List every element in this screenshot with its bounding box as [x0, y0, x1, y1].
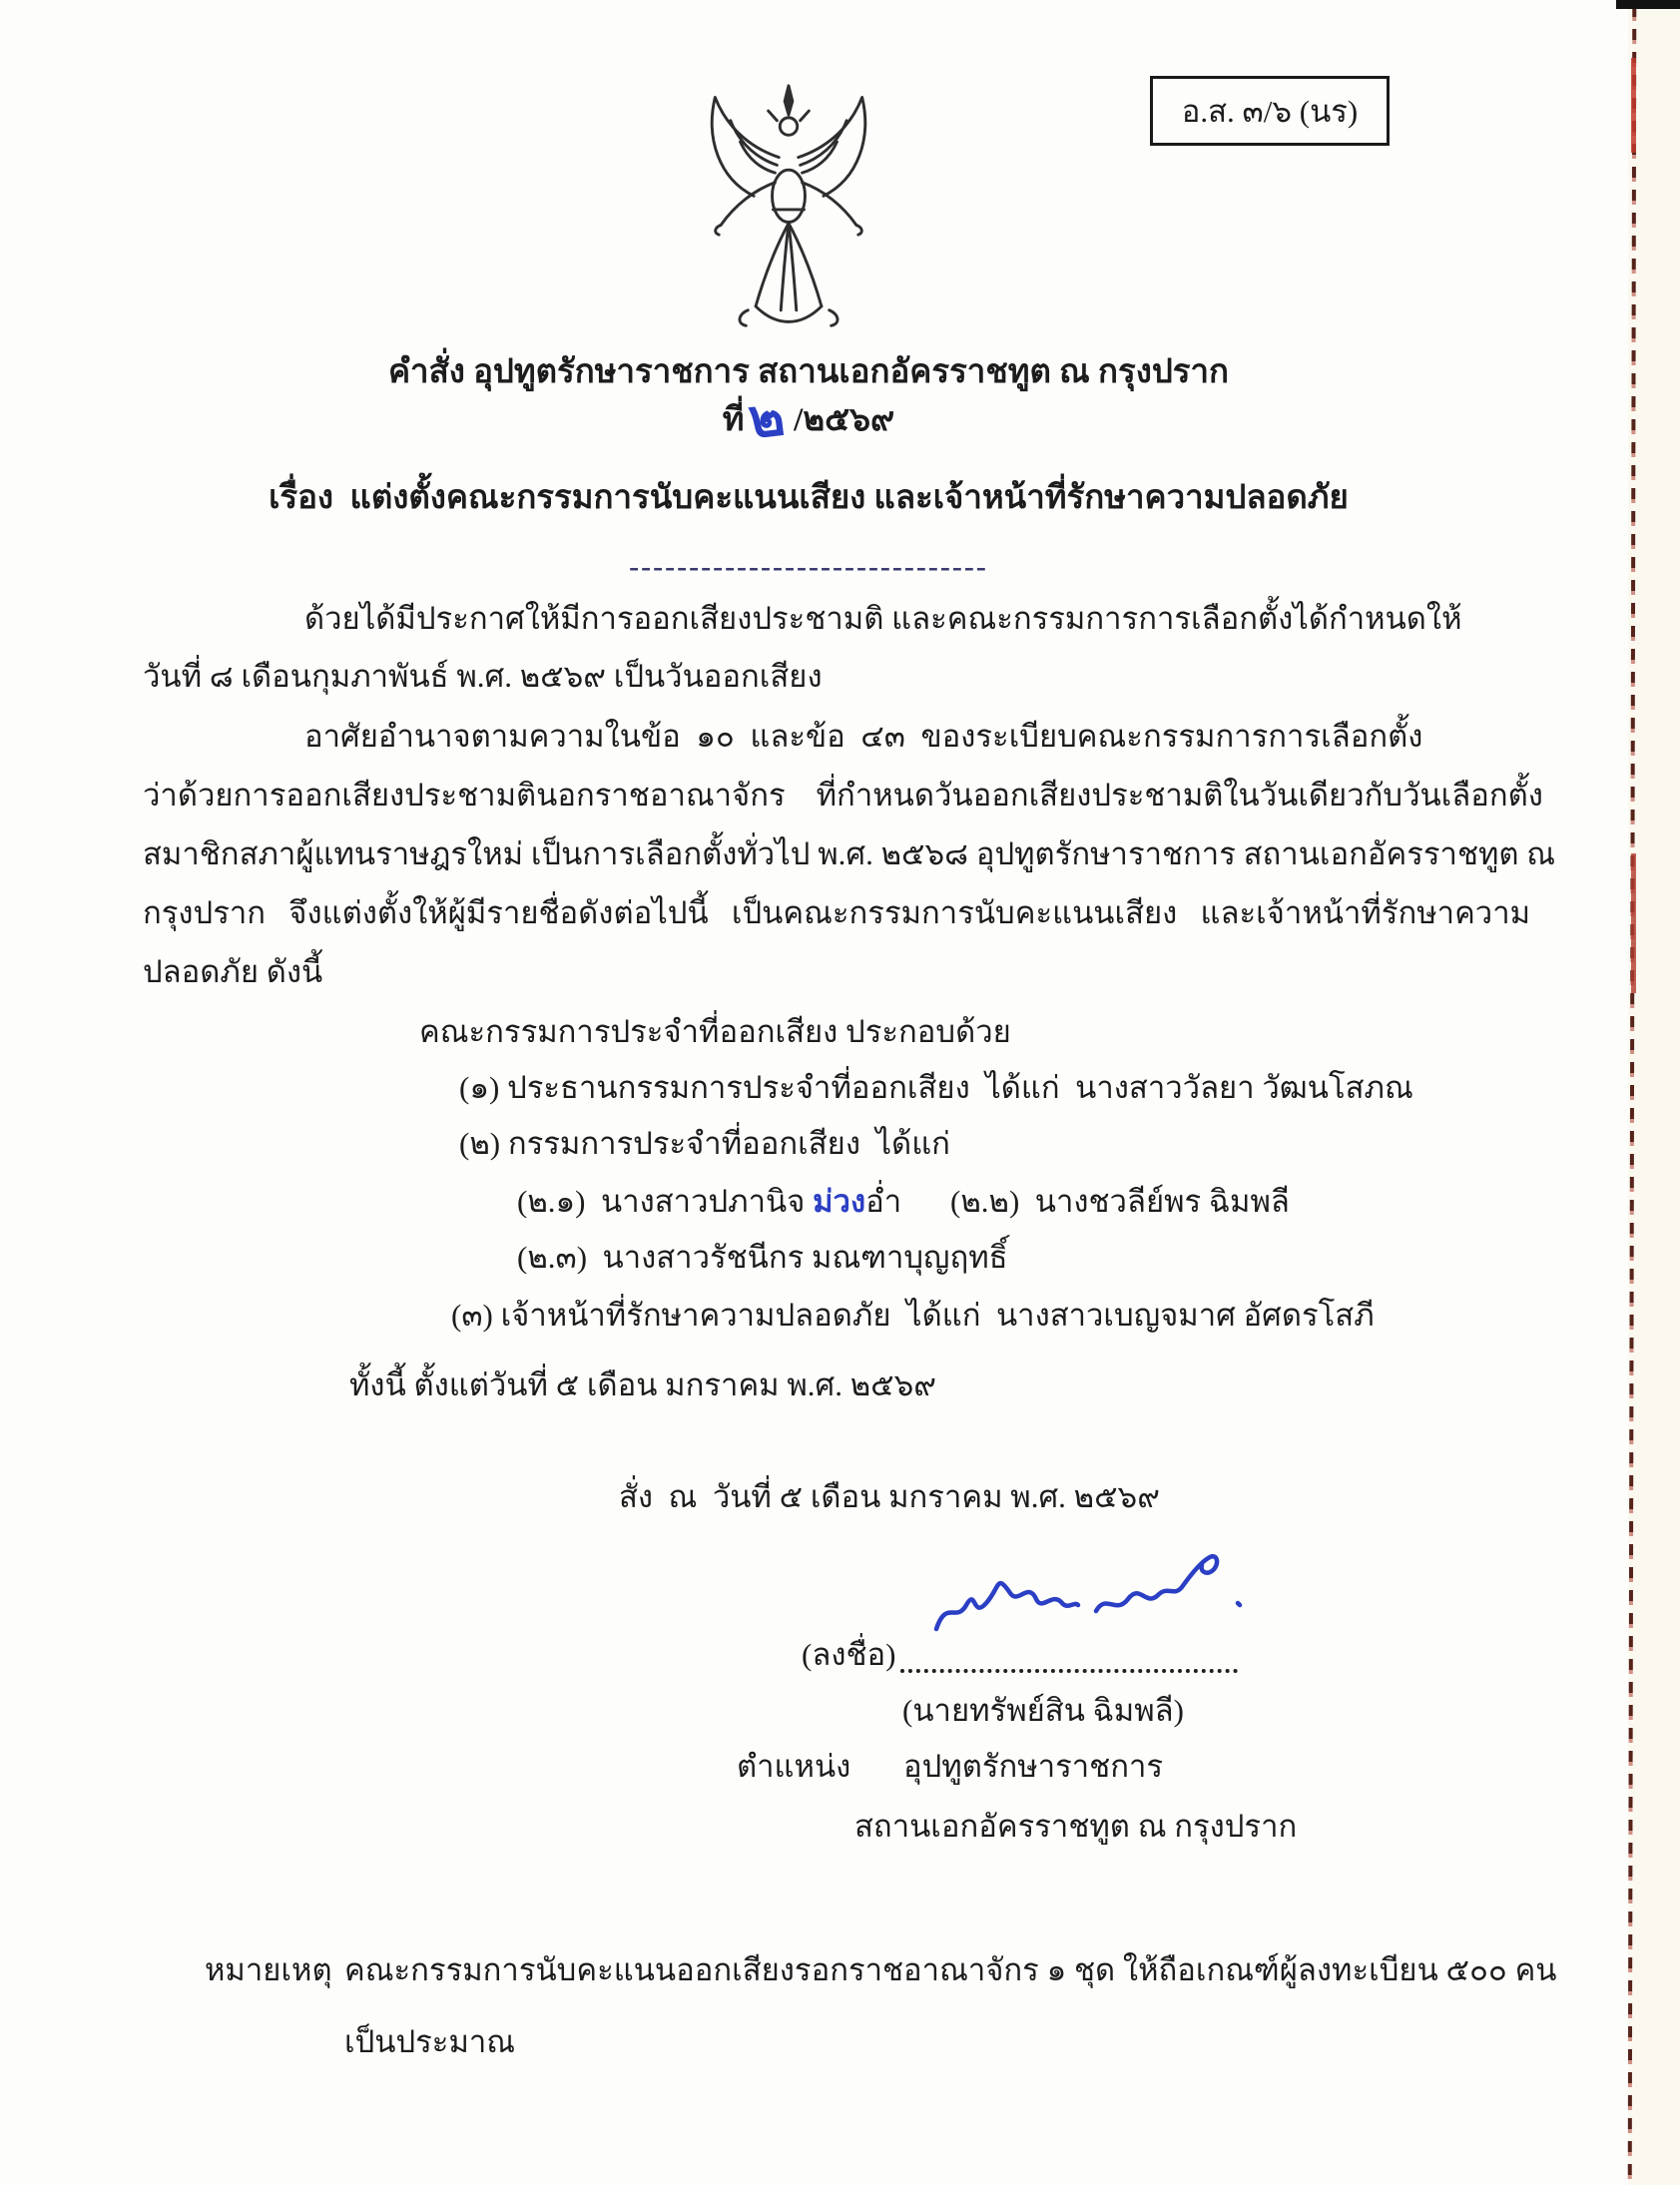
paragraph2-line5: ปลอดภัย ดังนี้	[143, 954, 323, 989]
garuda-emblem-icon	[691, 82, 886, 333]
paragraph2-line3: สมาชิกสภาผู้แทนราษฎรใหม่ เป็นการเลือกตั้งทั่วไป พ.ศ. ๒๕๖๘ อุปทูตรักษาราชการ สถานเอกอัครราชทูต ณ	[143, 836, 1556, 871]
paragraph2-line4: กรุงปราก จึงแต่งตั้งให้ผู้มีรายชื่อดังต่อไปนี้ เป็นคณะกรรมการนับคะแนนเสียง และเจ้าหน้าที่รักษาความ	[143, 895, 1531, 930]
committee-item-2-1	[517, 1180, 901, 1225]
form-code-text: อ.ส. ๓/๖ (นร)	[1181, 94, 1359, 129]
signature-ink	[920, 1545, 1260, 1665]
position-label: ตำแหน่ง	[737, 1749, 851, 1784]
document-title: คำสั่ง อุปทูตรักษาราชการ สถานเอกอัครราชทูต ณ กรุงปราก	[387, 354, 1230, 390]
committee-item-2-1-text: (๒.๑) นางสาวปภานิจ	[517, 1184, 814, 1219]
paragraph2-line2: ว่าด้วยการออกเสียงประชามตินอกราชอาณาจักร ที่กำหนดวันออกเสียงประชามติในวันเดียวกับวันเลือกตั้ง	[143, 778, 1543, 813]
subject-line: เรื่อง แต่งตั้งคณะกรรมการนับคะแนนเสียง และเจ้าหน้าที่รักษาความปลอดภัย	[269, 480, 1349, 516]
signature-label: (ลงชื่อ)	[802, 1637, 896, 1672]
scan-corner-bar	[1616, 0, 1680, 9]
paragraph1-line1: ด้วยได้มีประกาศให้มีการออกเสียงประชามติ และคณะกรรมการการเลือกตั้งได้กำหนดให้	[304, 601, 1462, 636]
scanner-bed-strip	[1628, 0, 1680, 2185]
handwritten-correction: ม่วง	[813, 1184, 866, 1219]
divider-dashes: ------------------------------	[629, 550, 988, 583]
edge-red-mark-middle	[1631, 853, 1636, 993]
committee-item-2: (๒) กรรมการประจำที่ออกเสียง ได้แก่	[459, 1126, 950, 1161]
document-number-year: /๒๕๖๙	[794, 402, 895, 438]
paragraph1-line2: วันที่ ๘ เดือนกุมภาพันธ์ พ.ศ. ๒๕๖๙ เป็นวันออกเสียง	[143, 659, 823, 694]
paragraph2-line1: อาศัยอำนาจตามความในข้อ ๑๐ และข้อ ๔๓ ของระเบียบคณะกรรมการการเลือกตั้ง	[304, 719, 1423, 754]
document-number-prefix: ที่	[722, 402, 745, 438]
handwritten-number: ๒	[745, 386, 788, 450]
footnote-line2: เป็นประมาณ	[344, 2024, 516, 2059]
committee-item-2-2: (๒.๒) นางชวลีย์พร ฉิมพลี	[950, 1184, 1290, 1219]
committee-item-2-3: (๒.๓) นางสาวรัชนีกร มณฑาบุญฤทธิ์	[517, 1240, 1008, 1275]
issued-date-line: สั่ง ณ วันที่ ๕ เดือน มกราคม พ.ศ. ๒๕๖๙	[619, 1479, 1160, 1514]
signer-name: (นายทรัพย์สิน ฉิมพลี)	[902, 1693, 1184, 1728]
organization-line: สถานเอกอัครราชทูต ณ กรุงปราก	[854, 1809, 1298, 1844]
committee-item-1: (๑) ประธานกรรมการประจำที่ออกเสียง ได้แก่ นางสาววัลยา วัฒนโสภณ	[459, 1070, 1413, 1105]
committee-heading: คณะกรรมการประจำที่ออกเสียง ประกอบด้วย	[419, 1014, 1011, 1049]
form-code-box	[1150, 76, 1390, 146]
effective-date-line: ทั้งนี้ ตั้งแต่วันที่ ๕ เดือน มกราคม พ.ศ. ๒๕๖๙	[349, 1367, 937, 1402]
committee-item-2-1-suffix: อ่ำ	[865, 1184, 902, 1219]
footnote-line1: คณะกรรมการนับคะแนนออกเสียงรอกราชอาณาจักร ๑ ชุด ให้ถือเกณฑ์ผู้ลงทะเบียน ๕๐๐ คน	[344, 1952, 1557, 1987]
committee-item-3: (๓) เจ้าหน้าที่รักษาความปลอดภัย ได้แก่ นางสาวเบญจมาศ อัศดรโสภี	[451, 1298, 1375, 1333]
document-number-line	[0, 386, 1617, 450]
position-value: อุปทูตรักษาราชการ	[903, 1749, 1164, 1784]
footnote-label: หมายเหตุ	[205, 1952, 332, 1987]
edge-red-mark-top	[1631, 58, 1636, 153]
